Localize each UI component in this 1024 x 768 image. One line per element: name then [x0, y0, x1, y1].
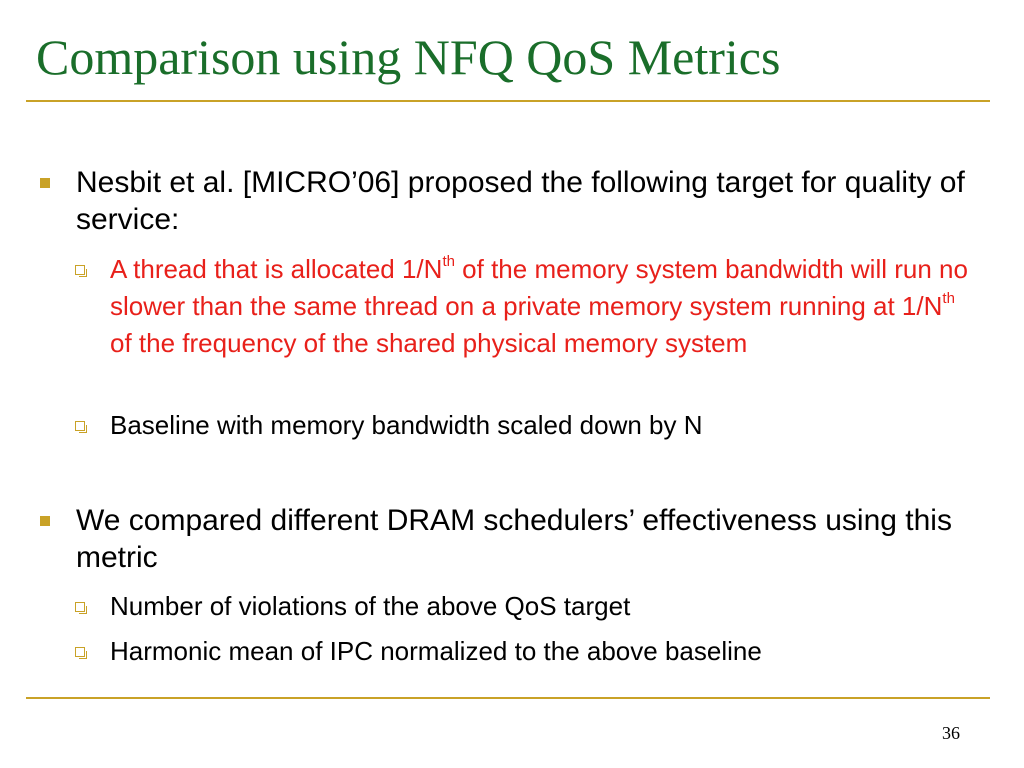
bullet-2-text: We compared different DRAM schedulers’ effectiveness using this metric [76, 504, 952, 574]
superscript-th: th [442, 253, 455, 270]
superscript-th: th [942, 290, 955, 307]
sub-bullet-1-1-text-c: of the frequency of the shared physical memory system [110, 328, 748, 358]
slide-title: Comparison using NFQ QoS Metrics [36, 29, 781, 85]
bullet-1 [76, 164, 976, 238]
sub-bullet-1-2-text: Baseline with memory bandwidth scaled down by N [110, 410, 703, 440]
hollow-square-bullet-icon [75, 265, 85, 275]
sub-bullet-1-1-text-b: of the memory system bandwidth will run no slower than the same thread on a private memory system running at 1/N [110, 254, 968, 321]
bullet-1-text: Nesbit et al. [MICRO’06] proposed the following target for quality of service: [76, 166, 965, 236]
hollow-square-bullet-icon [75, 647, 85, 657]
sub-bullet-1-1 [110, 251, 970, 362]
sub-bullet-1-2 [110, 407, 970, 444]
hollow-square-bullet-icon [75, 421, 85, 431]
square-bullet-icon [40, 516, 50, 526]
sub-bullet-2-2 [110, 633, 970, 670]
footer-divider [26, 697, 990, 699]
sub-bullet-2-2-text: Harmonic mean of IPC normalized to the above baseline [110, 636, 762, 666]
square-bullet-icon [40, 178, 50, 188]
sub-bullet-1-1-text-a: A thread that is allocated 1/N [110, 254, 443, 284]
hollow-square-bullet-icon [75, 602, 85, 612]
page-number: 36 [942, 723, 960, 743]
bullet-2 [76, 502, 976, 576]
sub-bullet-2-1-text: Number of violations of the above QoS target [110, 591, 631, 621]
sub-bullet-2-1 [110, 588, 970, 625]
